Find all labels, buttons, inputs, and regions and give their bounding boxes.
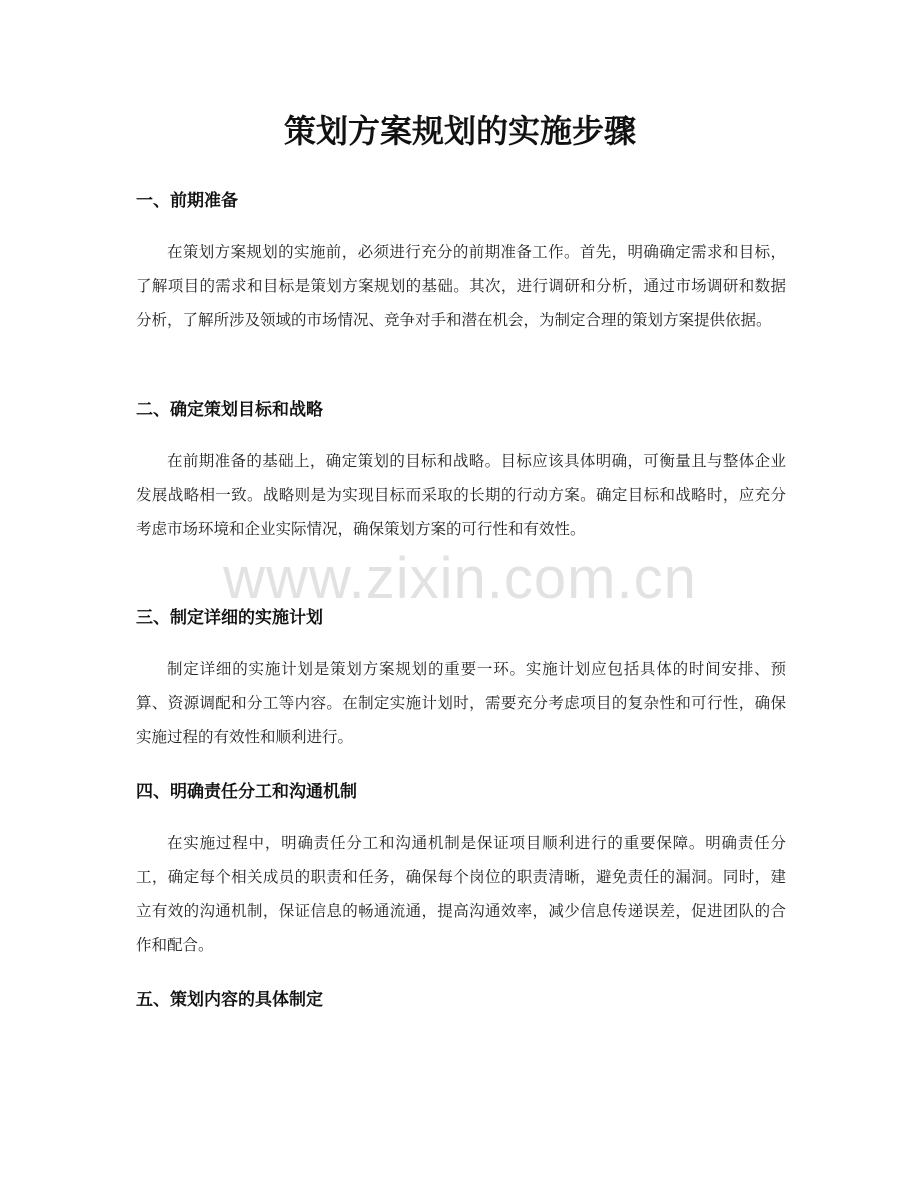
- section-body-3: 制定详细的实施计划是策划方案规划的重要一环。实施计划应包括具体的时间安排、预算、资源调配和分工等内容。在制定实施计划时，需要充分考虑项目的复杂性和可行性，确保实施过程的有效性和顺利进行。: [136, 660, 786, 746]
- section-heading-3: 三、制定详细的实施计划: [136, 608, 323, 628]
- section-heading-2: 二、确定策划目标和战略: [136, 400, 323, 420]
- section-body-2: 在前期准备的基础上，确定策划的目标和战略。目标应该具体明确，可衡量且与整体企业发展战略相一致。战略则是为实现目标而采取的长期的行动方案。确定目标和战略时，应充分考虑市场环境和企业实际情况，确保策划方案的可行性和有效性。: [136, 452, 786, 538]
- section-body-4: 在实施过程中，明确责任分工和沟通机制是保证项目顺利进行的重要保障。明确责任分工，确定每个相关成员的职责和任务，确保每个岗位的职责清晰，避免责任的漏洞。同时，建立有效的沟通机制，保证信息的畅通流通，提高沟通效率，减少信息传递误差，促进团队的合作和配合。: [136, 834, 786, 954]
- document-title: 策划方案规划的实施步骤: [283, 112, 636, 150]
- section-heading-4: 四、明确责任分工和沟通机制: [136, 782, 357, 802]
- section-heading-1: 一、前期准备: [136, 191, 238, 211]
- watermark: www.zixin.com.cn: [223, 546, 697, 611]
- section-heading-5: 五、策划内容的具体制定: [136, 990, 323, 1010]
- section-body-1: 在策划方案规划的实施前，必须进行充分的前期准备工作。首先，明确确定需求和目标，了解项目的需求和目标是策划方案规划的基础。其次，进行调研和分析，通过市场调研和数据分析，了解所涉及领域的市场情况、竞争对手和潜在机会，为制定合理的策划方案提供依据。: [136, 243, 786, 329]
